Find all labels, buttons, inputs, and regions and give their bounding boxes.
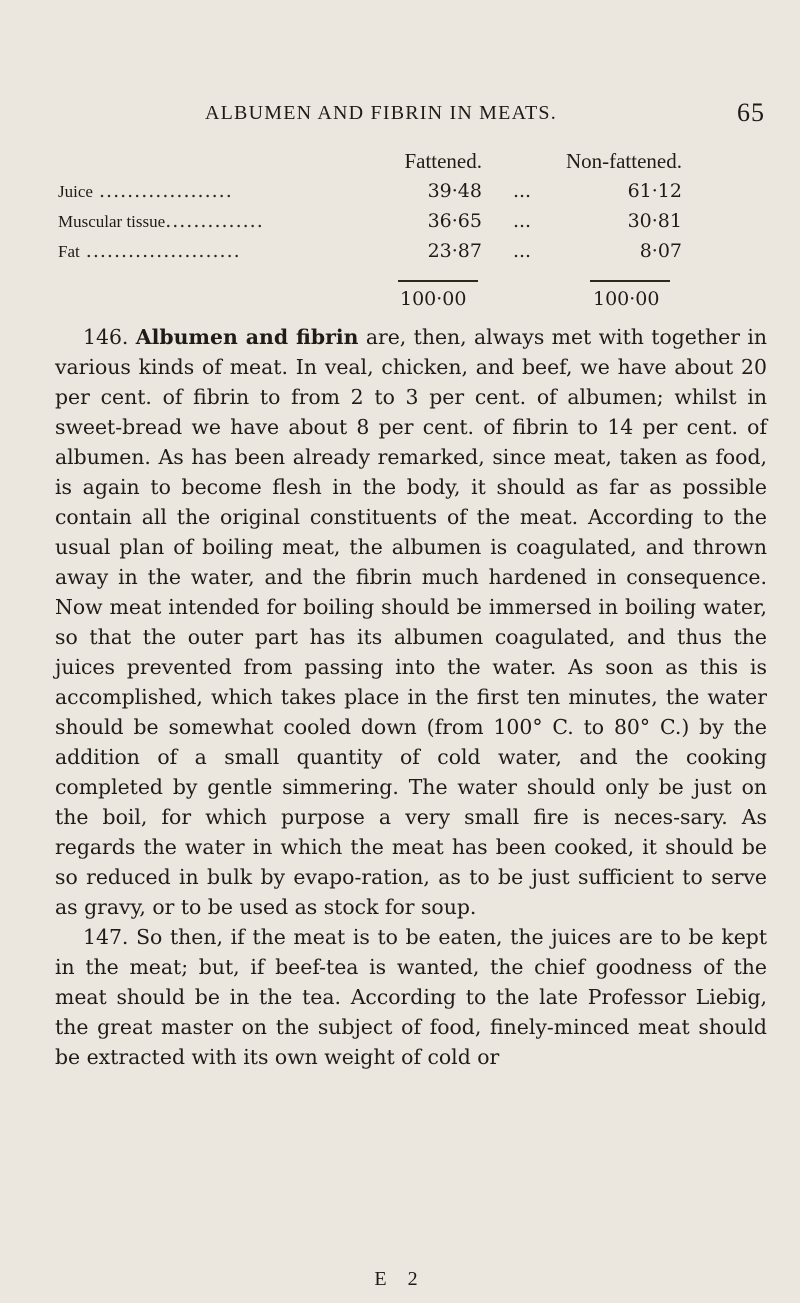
- fattened-value: 23·87: [427, 240, 482, 262]
- rule-fattened: [398, 280, 478, 282]
- separator-dots: ...: [512, 240, 532, 262]
- non-fattened-value: 30·81: [627, 210, 682, 232]
- fattened-value: 39·48: [427, 180, 482, 202]
- leader-dots: ..............: [165, 210, 264, 232]
- total-fattened: 100·00: [400, 288, 467, 310]
- paragraph-text: So then, if the meat is to be eaten, the juices are to be kept in the meat; but, if beef-tea is wanted, the chief goodness of the meat should be in the tea. According to the late Professor Liebig, the great master on the subject of food, finely-minced meat should be extracted with its own weight of cold or: [55, 925, 768, 1069]
- leader-dots: ......................: [85, 240, 241, 262]
- running-title: ALBUMEN AND FIBRIN IN MEATS.: [205, 102, 557, 124]
- total-non-fattened: 100·00: [593, 288, 660, 310]
- table-row: [58, 236, 682, 266]
- separator-dots: ...: [512, 210, 532, 232]
- totals-row: [0, 286, 800, 322]
- composition-table: [58, 146, 682, 266]
- row-label: Juice: [58, 182, 93, 201]
- non-fattened-value: 8·07: [639, 240, 682, 262]
- signature-mark: E 2: [374, 1268, 426, 1290]
- rule-non-fattened: [590, 280, 670, 282]
- paragraph-number: 146.: [83, 325, 129, 349]
- table-row: [58, 206, 682, 236]
- table-row: [58, 176, 682, 206]
- fattened-value: 36·65: [427, 210, 482, 232]
- column-header-fattened: Fattened.: [404, 148, 482, 173]
- separator-dots: ...: [512, 180, 532, 202]
- row-label: Fat: [58, 242, 80, 261]
- row-label: Muscular tissue: [58, 212, 166, 231]
- table-header-row: [58, 146, 682, 176]
- paragraph-lead: Albumen and fibrin: [135, 325, 359, 349]
- paragraph-text: are, then, always met with together in various kinds of meat. In veal, chicken, and beef, we have about 20 per cent. of fibrin to from 2 to 3 per cent. of albumen; whilst in sweet-bread we have about 8 per cent. of fibrin to 14 per cent. of albumen. As has been already remarked, since meat, taken as food, is again to become flesh in the body, it should as far as possible contain all the original constituents of the meat. According to the usual plan of boiling meat, the albumen is coagulated, and thrown away in the water, and the fibrin much hardened in consequence. Now meat intended for boiling should be immersed in boiling water, so that the outer part has its albumen coagulated, and thus the juices prevented from passing into the water. As soon as this is accomplished, which takes place in the first ten minutes, the water should be somewhat cooled down (from 100° C. to 80° C.) by the addition of a small quantity of cold water, and the cooking completed by gentle simmering. The water should only be just on the boil, for which purpose a very small fire is neces-sary. As regards the water in which the meat has been cooked, it should be so reduced in bulk by evapo-ration, as to be just sufficient to serve as gravy, or to be used as stock for soup.: [55, 325, 768, 919]
- page-number: 65: [737, 98, 765, 127]
- non-fattened-value: 61·12: [627, 180, 682, 202]
- paragraph-number: 147.: [83, 925, 129, 949]
- body-text: [55, 322, 767, 1072]
- paragraph-147: [55, 922, 767, 1072]
- leader-dots: ...................: [98, 180, 233, 202]
- column-header-non-fattened: Non-fattened.: [565, 148, 682, 173]
- paragraph-146: [55, 322, 767, 922]
- running-head: [55, 98, 765, 134]
